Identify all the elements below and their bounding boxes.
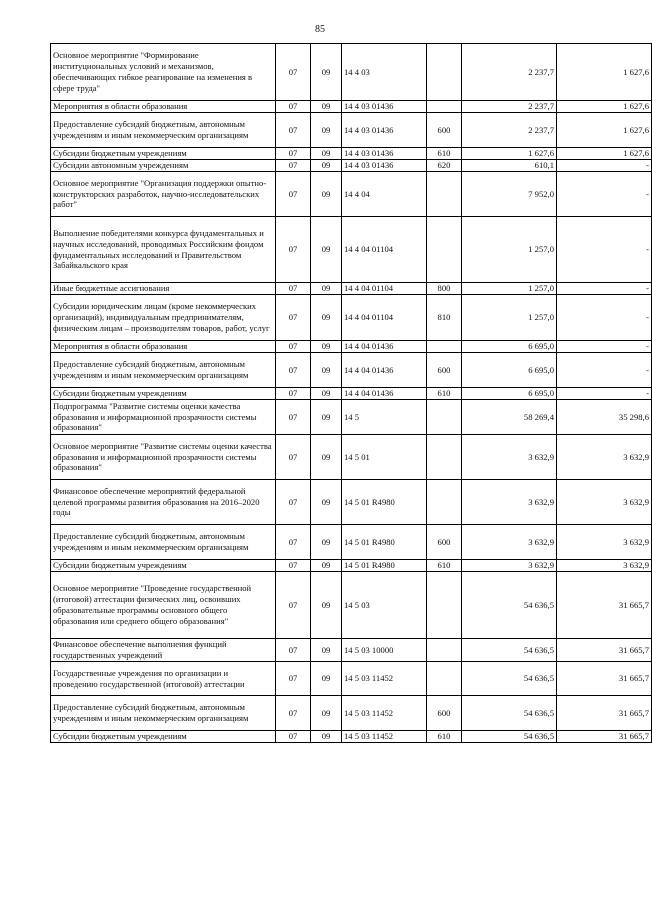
row-name: Мероприятия в области образования xyxy=(51,101,276,113)
table-row xyxy=(51,341,652,353)
row-target-article: 14 4 04 01104 xyxy=(342,295,427,341)
row-section: 07 xyxy=(276,435,311,480)
row-section: 07 xyxy=(276,295,311,341)
table-row xyxy=(51,525,652,560)
row-amount-2: 1 627,6 xyxy=(557,44,652,101)
table-row xyxy=(51,160,652,172)
row-expense-type xyxy=(427,480,462,525)
row-amount-2: - xyxy=(557,388,652,400)
row-amount-2: - xyxy=(557,353,652,388)
row-subsection: 09 xyxy=(311,400,342,435)
row-subsection: 09 xyxy=(311,217,342,283)
row-amount-1: 54 636,5 xyxy=(462,731,557,743)
row-section: 07 xyxy=(276,731,311,743)
row-expense-type: 600 xyxy=(427,696,462,731)
row-name: Предоставление субсидий бюджетным, автономным учреждениям и иным некоммерческим организациям xyxy=(51,113,276,148)
row-amount-2: 1 627,6 xyxy=(557,148,652,160)
row-subsection: 09 xyxy=(311,148,342,160)
row-section: 07 xyxy=(276,353,311,388)
row-section: 07 xyxy=(276,160,311,172)
row-expense-type: 600 xyxy=(427,113,462,148)
row-expense-type xyxy=(427,341,462,353)
row-section: 07 xyxy=(276,388,311,400)
row-amount-1: 3 632,9 xyxy=(462,435,557,480)
row-subsection: 09 xyxy=(311,435,342,480)
table-row xyxy=(51,400,652,435)
table-row xyxy=(51,353,652,388)
row-amount-1: 2 237,7 xyxy=(462,44,557,101)
row-expense-type xyxy=(427,101,462,113)
row-amount-1: 54 636,5 xyxy=(462,662,557,696)
row-amount-1: 1 257,0 xyxy=(462,295,557,341)
row-name: Предоставление субсидий бюджетным, автономным учреждениям и иным некоммерческим организациям xyxy=(51,353,276,388)
row-expense-type: 610 xyxy=(427,388,462,400)
row-amount-1: 1 627,6 xyxy=(462,148,557,160)
row-amount-2: 31 665,7 xyxy=(557,662,652,696)
row-subsection: 09 xyxy=(311,44,342,101)
row-amount-2: 31 665,7 xyxy=(557,696,652,731)
row-target-article: 14 4 03 01436 xyxy=(342,148,427,160)
row-target-article: 14 4 04 01436 xyxy=(342,341,427,353)
row-section: 07 xyxy=(276,101,311,113)
row-amount-1: 1 257,0 xyxy=(462,217,557,283)
row-expense-type xyxy=(427,172,462,217)
row-name: Основное мероприятие "Формирование институциональных условий и механизмов, обеспечивающих гибкое реагирование на изменения в сфере труда" xyxy=(51,44,276,101)
row-target-article: 14 4 04 01104 xyxy=(342,217,427,283)
row-amount-2: - xyxy=(557,283,652,295)
table-row xyxy=(51,283,652,295)
row-amount-2: - xyxy=(557,341,652,353)
table-row xyxy=(51,295,652,341)
row-name: Субсидии бюджетным учреждениям xyxy=(51,388,276,400)
row-expense-type xyxy=(427,572,462,639)
row-subsection: 09 xyxy=(311,639,342,662)
row-expense-type: 600 xyxy=(427,353,462,388)
row-amount-2: 1 627,6 xyxy=(557,113,652,148)
row-expense-type xyxy=(427,217,462,283)
row-subsection: 09 xyxy=(311,160,342,172)
row-expense-type: 610 xyxy=(427,148,462,160)
budget-table-body xyxy=(51,44,652,743)
row-amount-2: 1 627,6 xyxy=(557,101,652,113)
row-amount-1: 6 695,0 xyxy=(462,341,557,353)
row-expense-type: 800 xyxy=(427,283,462,295)
row-amount-1: 58 269,4 xyxy=(462,400,557,435)
row-subsection: 09 xyxy=(311,113,342,148)
row-target-article: 14 4 03 xyxy=(342,44,427,101)
row-section: 07 xyxy=(276,283,311,295)
row-amount-2: 35 298,6 xyxy=(557,400,652,435)
row-target-article: 14 5 03 xyxy=(342,572,427,639)
row-amount-2: 31 665,7 xyxy=(557,639,652,662)
row-target-article: 14 5 01 R4980 xyxy=(342,480,427,525)
row-section: 07 xyxy=(276,172,311,217)
row-subsection: 09 xyxy=(311,560,342,572)
table-row xyxy=(51,731,652,743)
table-row xyxy=(51,480,652,525)
row-target-article: 14 4 04 01104 xyxy=(342,283,427,295)
row-expense-type xyxy=(427,400,462,435)
row-expense-type: 810 xyxy=(427,295,462,341)
table-row xyxy=(51,148,652,160)
row-amount-2: 3 632,9 xyxy=(557,480,652,525)
row-target-article: 14 4 04 01436 xyxy=(342,353,427,388)
row-subsection: 09 xyxy=(311,525,342,560)
row-section: 07 xyxy=(276,44,311,101)
row-target-article: 14 4 04 01436 xyxy=(342,388,427,400)
row-expense-type xyxy=(427,435,462,480)
row-target-article: 14 5 xyxy=(342,400,427,435)
row-name: Предоставление субсидий бюджетным, автономным учреждениям и иным некоммерческим организациям xyxy=(51,525,276,560)
row-amount-2: - xyxy=(557,172,652,217)
table-row xyxy=(51,696,652,731)
table-row xyxy=(51,172,652,217)
row-name: Субсидии бюджетным учреждениям xyxy=(51,731,276,743)
row-target-article: 14 4 03 01436 xyxy=(342,101,427,113)
row-name: Подпрограмма "Развитие системы оценки качества образования и информационной прозрачности системы образования" xyxy=(51,400,276,435)
row-amount-1: 6 695,0 xyxy=(462,388,557,400)
table-row xyxy=(51,217,652,283)
row-section: 07 xyxy=(276,525,311,560)
row-amount-2: - xyxy=(557,295,652,341)
row-subsection: 09 xyxy=(311,353,342,388)
row-target-article: 14 5 03 10000 xyxy=(342,639,427,662)
row-target-article: 14 5 01 R4980 xyxy=(342,560,427,572)
table-row xyxy=(51,639,652,662)
row-name: Предоставление субсидий бюджетным, автономным учреждениям и иным некоммерческим организациям xyxy=(51,696,276,731)
row-expense-type xyxy=(427,662,462,696)
row-target-article: 14 4 03 01436 xyxy=(342,113,427,148)
row-name: Финансовое обеспечение мероприятий федеральной целевой программы развития образования на 2016–2020 годы xyxy=(51,480,276,525)
row-amount-2: 3 632,9 xyxy=(557,435,652,480)
row-expense-type xyxy=(427,44,462,101)
row-name: Финансовое обеспечение выполнения функций государственных учреждений xyxy=(51,639,276,662)
row-amount-1: 610,1 xyxy=(462,160,557,172)
row-amount-1: 54 636,5 xyxy=(462,572,557,639)
row-subsection: 09 xyxy=(311,480,342,525)
row-section: 07 xyxy=(276,113,311,148)
row-name: Основное мероприятие "Проведение государственной (итоговой) аттестации физических лиц, освоивших образовательные программы основного общего образования или среднего общего образования" xyxy=(51,572,276,639)
row-expense-type: 600 xyxy=(427,525,462,560)
row-amount-1: 2 237,7 xyxy=(462,101,557,113)
row-subsection: 09 xyxy=(311,101,342,113)
table-row xyxy=(51,572,652,639)
table-row xyxy=(51,388,652,400)
row-name: Выполнение победителями конкурса фундаментальных и научных исследований, проводимых Российским фондом фундаментальных исследований и Правительством Забайкальского края xyxy=(51,217,276,283)
row-amount-1: 6 695,0 xyxy=(462,353,557,388)
row-section: 07 xyxy=(276,639,311,662)
row-subsection: 09 xyxy=(311,388,342,400)
row-section: 07 xyxy=(276,572,311,639)
row-name: Государственные учреждения по организации и проведению государственной (итоговой) аттестации xyxy=(51,662,276,696)
row-target-article: 14 4 03 01436 xyxy=(342,160,427,172)
row-name: Субсидии автономным учреждениям xyxy=(51,160,276,172)
row-amount-2: 3 632,9 xyxy=(557,560,652,572)
row-amount-1: 2 237,7 xyxy=(462,113,557,148)
table-row xyxy=(51,101,652,113)
row-expense-type: 610 xyxy=(427,560,462,572)
row-subsection: 09 xyxy=(311,696,342,731)
row-target-article: 14 5 01 xyxy=(342,435,427,480)
row-target-article: 14 4 04 xyxy=(342,172,427,217)
row-amount-2: 3 632,9 xyxy=(557,525,652,560)
row-target-article: 14 5 03 11452 xyxy=(342,662,427,696)
row-name: Иные бюджетные ассигнования xyxy=(51,283,276,295)
row-subsection: 09 xyxy=(311,295,342,341)
row-amount-1: 54 636,5 xyxy=(462,696,557,731)
row-amount-1: 3 632,9 xyxy=(462,525,557,560)
row-expense-type: 610 xyxy=(427,731,462,743)
row-subsection: 09 xyxy=(311,662,342,696)
row-amount-1: 3 632,9 xyxy=(462,480,557,525)
row-section: 07 xyxy=(276,662,311,696)
row-section: 07 xyxy=(276,400,311,435)
row-amount-2: 31 665,7 xyxy=(557,731,652,743)
row-subsection: 09 xyxy=(311,572,342,639)
row-amount-1: 54 636,5 xyxy=(462,639,557,662)
table-row xyxy=(51,560,652,572)
row-name: Мероприятия в области образования xyxy=(51,341,276,353)
row-amount-1: 7 952,0 xyxy=(462,172,557,217)
row-subsection: 09 xyxy=(311,341,342,353)
row-amount-2: - xyxy=(557,217,652,283)
row-subsection: 09 xyxy=(311,172,342,217)
row-subsection: 09 xyxy=(311,283,342,295)
table-row xyxy=(51,44,652,101)
table-row xyxy=(51,662,652,696)
row-section: 07 xyxy=(276,480,311,525)
row-name: Субсидии бюджетным учреждениям xyxy=(51,560,276,572)
row-amount-1: 1 257,0 xyxy=(462,283,557,295)
row-amount-1: 3 632,9 xyxy=(462,560,557,572)
table-row xyxy=(51,435,652,480)
row-section: 07 xyxy=(276,560,311,572)
row-section: 07 xyxy=(276,217,311,283)
row-name: Основное мероприятие "Развитие системы оценки качества образования и информационной прозрачности системы образования" xyxy=(51,435,276,480)
row-expense-type xyxy=(427,639,462,662)
row-target-article: 14 5 01 R4980 xyxy=(342,525,427,560)
row-section: 07 xyxy=(276,341,311,353)
table-row xyxy=(51,113,652,148)
row-target-article: 14 5 03 11452 xyxy=(342,731,427,743)
row-name: Субсидии юридическим лицам (кроме некоммерческих организаций), индивидуальным предпринимателям, физическим лицам – производителям товаров, работ, услуг xyxy=(51,295,276,341)
row-amount-2: - xyxy=(557,160,652,172)
page-number: 85 xyxy=(315,24,325,35)
row-name: Основное мероприятие "Организация поддержки опытно-конструкторских разработок, научно-исследовательских работ" xyxy=(51,172,276,217)
row-subsection: 09 xyxy=(311,731,342,743)
row-expense-type: 620 xyxy=(427,160,462,172)
row-name: Субсидии бюджетным учреждениям xyxy=(51,148,276,160)
row-target-article: 14 5 03 11452 xyxy=(342,696,427,731)
row-amount-2: 31 665,7 xyxy=(557,572,652,639)
row-section: 07 xyxy=(276,696,311,731)
row-section: 07 xyxy=(276,148,311,160)
budget-table xyxy=(50,43,652,743)
